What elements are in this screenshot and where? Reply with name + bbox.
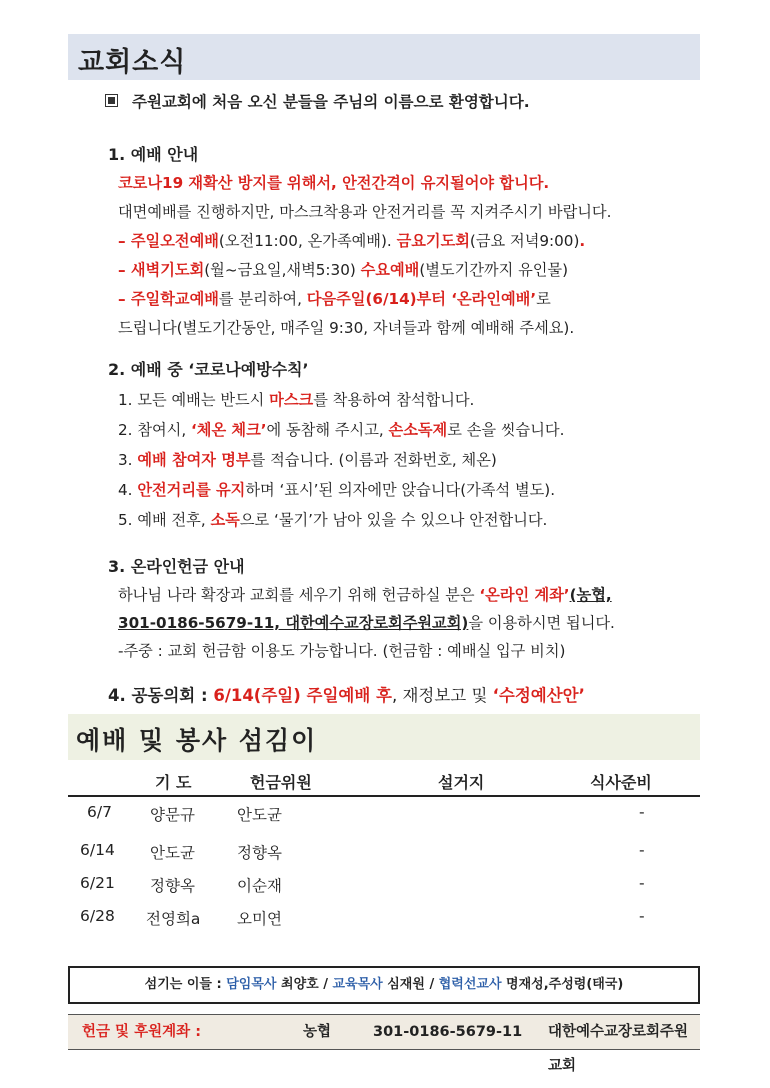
- wednesday-service: 수요예배: [360, 261, 420, 279]
- bank-name: (농협,: [569, 586, 612, 604]
- rule-4-b: 안전거리를 유지: [137, 481, 246, 499]
- sec1-line-1: [118, 172, 549, 193]
- rule-5-c: 으로 ‘물기’가 남아 있을 수 있으나 안전합니다.: [239, 511, 548, 529]
- missionary-names: 명재성,주성령(태국): [501, 977, 624, 992]
- sec1-line-6: [118, 317, 574, 338]
- sec3-line-3: [118, 640, 565, 661]
- row-prayer: 정향옥: [150, 877, 195, 895]
- sec3-text-3: -주중 : 교회 헌금함 이용도 가능합니다. (헌금함 : 예배실 입구 비치): [118, 642, 566, 660]
- sec3-line-1: [118, 584, 612, 605]
- rule-3-c: 를 적습니다. (이름과 전화번호, 체온): [250, 451, 497, 469]
- welcome-text: 주원교회에 처음 오신 분들을 주님의 이름으로 환영합니다.: [132, 93, 530, 111]
- rule-2-e: 로 손을 씻습니다.: [447, 421, 565, 439]
- row-date: 6/7: [87, 803, 112, 821]
- rule-2: [118, 419, 564, 440]
- rule-1-a: 1. 모든 예배는 반드시: [118, 391, 270, 409]
- sec1-text-2: 대면예배를 진행하지만, 마스크착용과 안전거리를 꼭 지켜주시기 바랍니다.: [118, 203, 612, 221]
- rule-5: [118, 509, 547, 530]
- period: .: [579, 232, 586, 250]
- friday-prayer-time: (금요 저녁9:00): [469, 232, 580, 250]
- header-meal: 식사준비: [590, 773, 652, 792]
- sec4-a: 4. 공동의회 :: [108, 686, 214, 705]
- row-offering: 오미연: [237, 910, 282, 928]
- senior-pastor-role: 담임목사: [226, 977, 277, 992]
- section-4-heading: [108, 682, 585, 706]
- account-label: 헌금 및 후원계좌 :: [82, 1024, 201, 1040]
- rule-1-c: 를 착용하여 참석합니다.: [313, 391, 475, 409]
- row-date: 6/14: [80, 841, 115, 859]
- account-number: 301-0186-5679-11: [373, 1024, 523, 1040]
- rule-5-a: 5. 예배 전후,: [118, 511, 211, 529]
- dawn-prayer-time: (월~금요일,새벽5:30): [204, 261, 361, 279]
- online-service-notice: 다음주일(6/14)부터 ‘온라인예배’: [306, 290, 537, 308]
- title-bar: [68, 34, 700, 80]
- header-divider: [68, 795, 700, 797]
- sunday-service: – 주일오전예배: [118, 232, 219, 250]
- sec4-c: , 재정보고 및: [391, 686, 493, 705]
- sec1-line-4: [118, 259, 568, 280]
- serve-title: 예배 및 봉사 섬김이: [76, 726, 318, 755]
- account-holder: 대한예수교장로회주원교회: [548, 1024, 689, 1074]
- square-bullet-icon: [105, 94, 118, 107]
- sec4-b: 6/14(주일) 주일예배 후: [213, 686, 392, 705]
- row-meal: -: [639, 874, 645, 892]
- rule-1: [118, 389, 474, 410]
- rule-4: [118, 479, 555, 500]
- rule-1-b: 마스크: [269, 391, 314, 409]
- sunday-school: – 주일학교예배: [118, 290, 219, 308]
- header-prayer: 기 도: [155, 773, 192, 792]
- header-dishwashing: 설거지: [438, 773, 485, 792]
- welcome-line: [105, 90, 530, 112]
- sec3-text-1a: 하나님 나라 확장과 교회를 세우기 위해 헌금하실 분은: [118, 586, 480, 604]
- row-prayer: 전영희a: [146, 910, 201, 928]
- serve-title-bar: [68, 714, 700, 760]
- dawn-prayer: – 새벽기도회: [118, 261, 205, 279]
- row-offering: 안도균: [237, 806, 282, 824]
- rule-2-b: ‘체온 체크’: [191, 421, 267, 439]
- friday-prayer: 금요기도회: [396, 232, 470, 250]
- row-meal: -: [639, 803, 645, 821]
- education-pastor-name: 심재원 /: [382, 977, 439, 992]
- account-box: [68, 1014, 700, 1074]
- account-bank: 농협: [303, 1024, 332, 1040]
- section-2-heading: 2. 예배 중 ‘코로나예방수칙’: [108, 360, 309, 379]
- wednesday-note: (별도기간까지 유인물): [419, 261, 569, 279]
- servers-box: [68, 966, 700, 1004]
- rule-2-c: 에 동참해 주시고,: [266, 421, 389, 439]
- rule-3-a: 3.: [118, 451, 138, 469]
- sec1-text-6: 드립니다(별도기간동안, 매주일 9:30, 자녀들과 함께 예배해 주세요).: [118, 319, 575, 337]
- sec1-line-5: [118, 288, 551, 309]
- senior-pastor-name: 최양호 /: [276, 977, 333, 992]
- rule-2-d: 손소독제: [388, 421, 448, 439]
- online-account-label: ‘온라인 계좌’: [479, 586, 570, 604]
- sec1-line-2: [118, 201, 611, 222]
- row-meal: -: [639, 841, 645, 859]
- sec3-text-2b: 을 이용하시면 됩니다.: [468, 614, 615, 632]
- page-title: 교회소식: [78, 47, 187, 78]
- row-date: 6/28: [80, 907, 115, 925]
- sec4-d: ‘수정예산안’: [492, 686, 585, 705]
- row-prayer: 안도균: [150, 844, 195, 862]
- rule-2-a: 2. 참여시,: [118, 421, 191, 439]
- covid-warning: 코로나19 재확산 방지를 위해서, 안전간격이 유지될어야 합니다.: [118, 174, 550, 192]
- account-number-inline: 301-0186-5679-11, 대한예수교장로회주원교회): [118, 614, 469, 632]
- header-offering: 헌금위원: [250, 773, 312, 792]
- missionary-role: 협력선교사: [438, 977, 502, 992]
- rule-5-b: 소독: [210, 511, 240, 529]
- rule-4-c: 하며 ‘표시’된 의자에만 앉습니다(가족석 별도).: [245, 481, 556, 499]
- education-pastor-role: 교육목사: [332, 977, 383, 992]
- section-3-heading: 3. 온라인헌금 안내: [108, 557, 245, 576]
- row-offering: 이순재: [237, 877, 282, 895]
- rule-3: [118, 449, 497, 470]
- sec3-line-2: [118, 612, 615, 633]
- row-prayer: 양문규: [150, 806, 195, 824]
- sec1-line-3: [118, 230, 585, 251]
- row-meal: -: [639, 907, 645, 925]
- sec1-text-5d: 로: [536, 290, 551, 308]
- sunday-service-time: (오전11:00, 온가족예배).: [218, 232, 397, 250]
- rule-3-b: 예배 참여자 명부: [137, 451, 251, 469]
- sec1-text-5b: 를 분리하여,: [218, 290, 307, 308]
- rule-4-a: 4.: [118, 481, 138, 499]
- row-offering: 정향옥: [237, 844, 282, 862]
- section-1-heading: 1. 예배 안내: [108, 145, 199, 164]
- servers-label: 섬기는 이들 :: [144, 977, 227, 992]
- row-date: 6/21: [80, 874, 115, 892]
